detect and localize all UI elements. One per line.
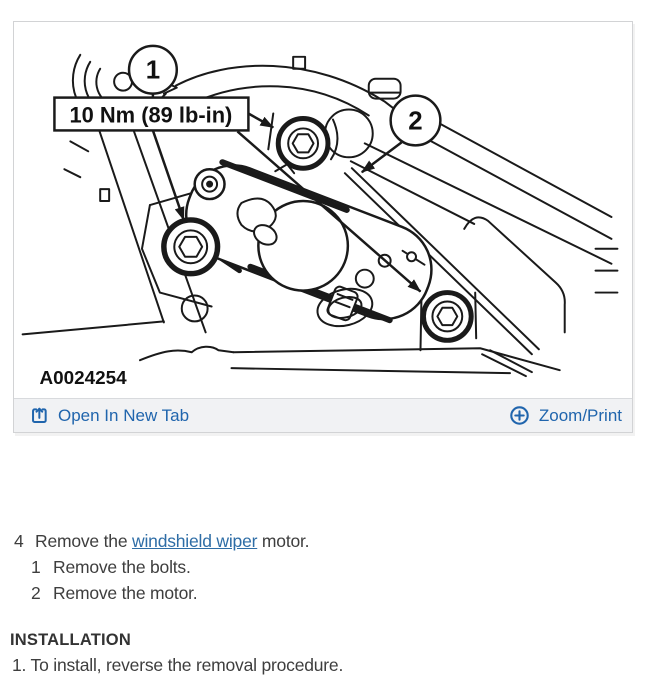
torque-label: 10 Nm (89 lb-in) — [69, 102, 233, 128]
installation-heading: INSTALLATION — [10, 631, 131, 649]
step-4-remove-motor — [14, 528, 644, 554]
substep-number: 2 — [31, 583, 41, 603]
figure-toolbar — [14, 398, 632, 432]
step-text-after-link: motor. — [261, 531, 310, 551]
callout-1-number: 1 — [145, 56, 161, 85]
open-in-new-tab-label: Open In New Tab — [58, 406, 190, 425]
wiper-motor-line-art — [14, 22, 632, 398]
installation-step-1: 1. To install, reverse the removal procedure. — [12, 655, 344, 675]
substep-number: 1 — [31, 557, 41, 577]
zoom-print-label: Zoom/Print — [538, 406, 622, 425]
step-text-before-link: Remove the — [35, 531, 128, 551]
callout-2 — [391, 96, 441, 146]
wiper-motor-diagram — [14, 22, 632, 398]
callout-1 — [129, 46, 177, 94]
torque-label-box — [54, 98, 248, 131]
step-number: 4 — [14, 531, 24, 551]
substep-text: Remove the bolts. — [53, 557, 191, 577]
figure-card — [13, 21, 633, 433]
zoom-print-button[interactable] — [509, 405, 622, 426]
substep-2 — [31, 580, 644, 606]
substeps — [14, 554, 644, 606]
windshield-wiper-link[interactable]: windshield wiper — [132, 531, 258, 551]
zoom-plus-icon — [509, 405, 530, 426]
open-in-new-tab-button[interactable] — [30, 406, 189, 425]
substep-1 — [31, 554, 644, 580]
substep-text: Remove the motor. — [53, 583, 198, 603]
callout-2-number: 2 — [408, 107, 423, 136]
figure-part-code: A0024254 — [39, 368, 127, 390]
open-in-new-tab-icon — [30, 406, 49, 425]
removal-steps — [14, 528, 644, 606]
